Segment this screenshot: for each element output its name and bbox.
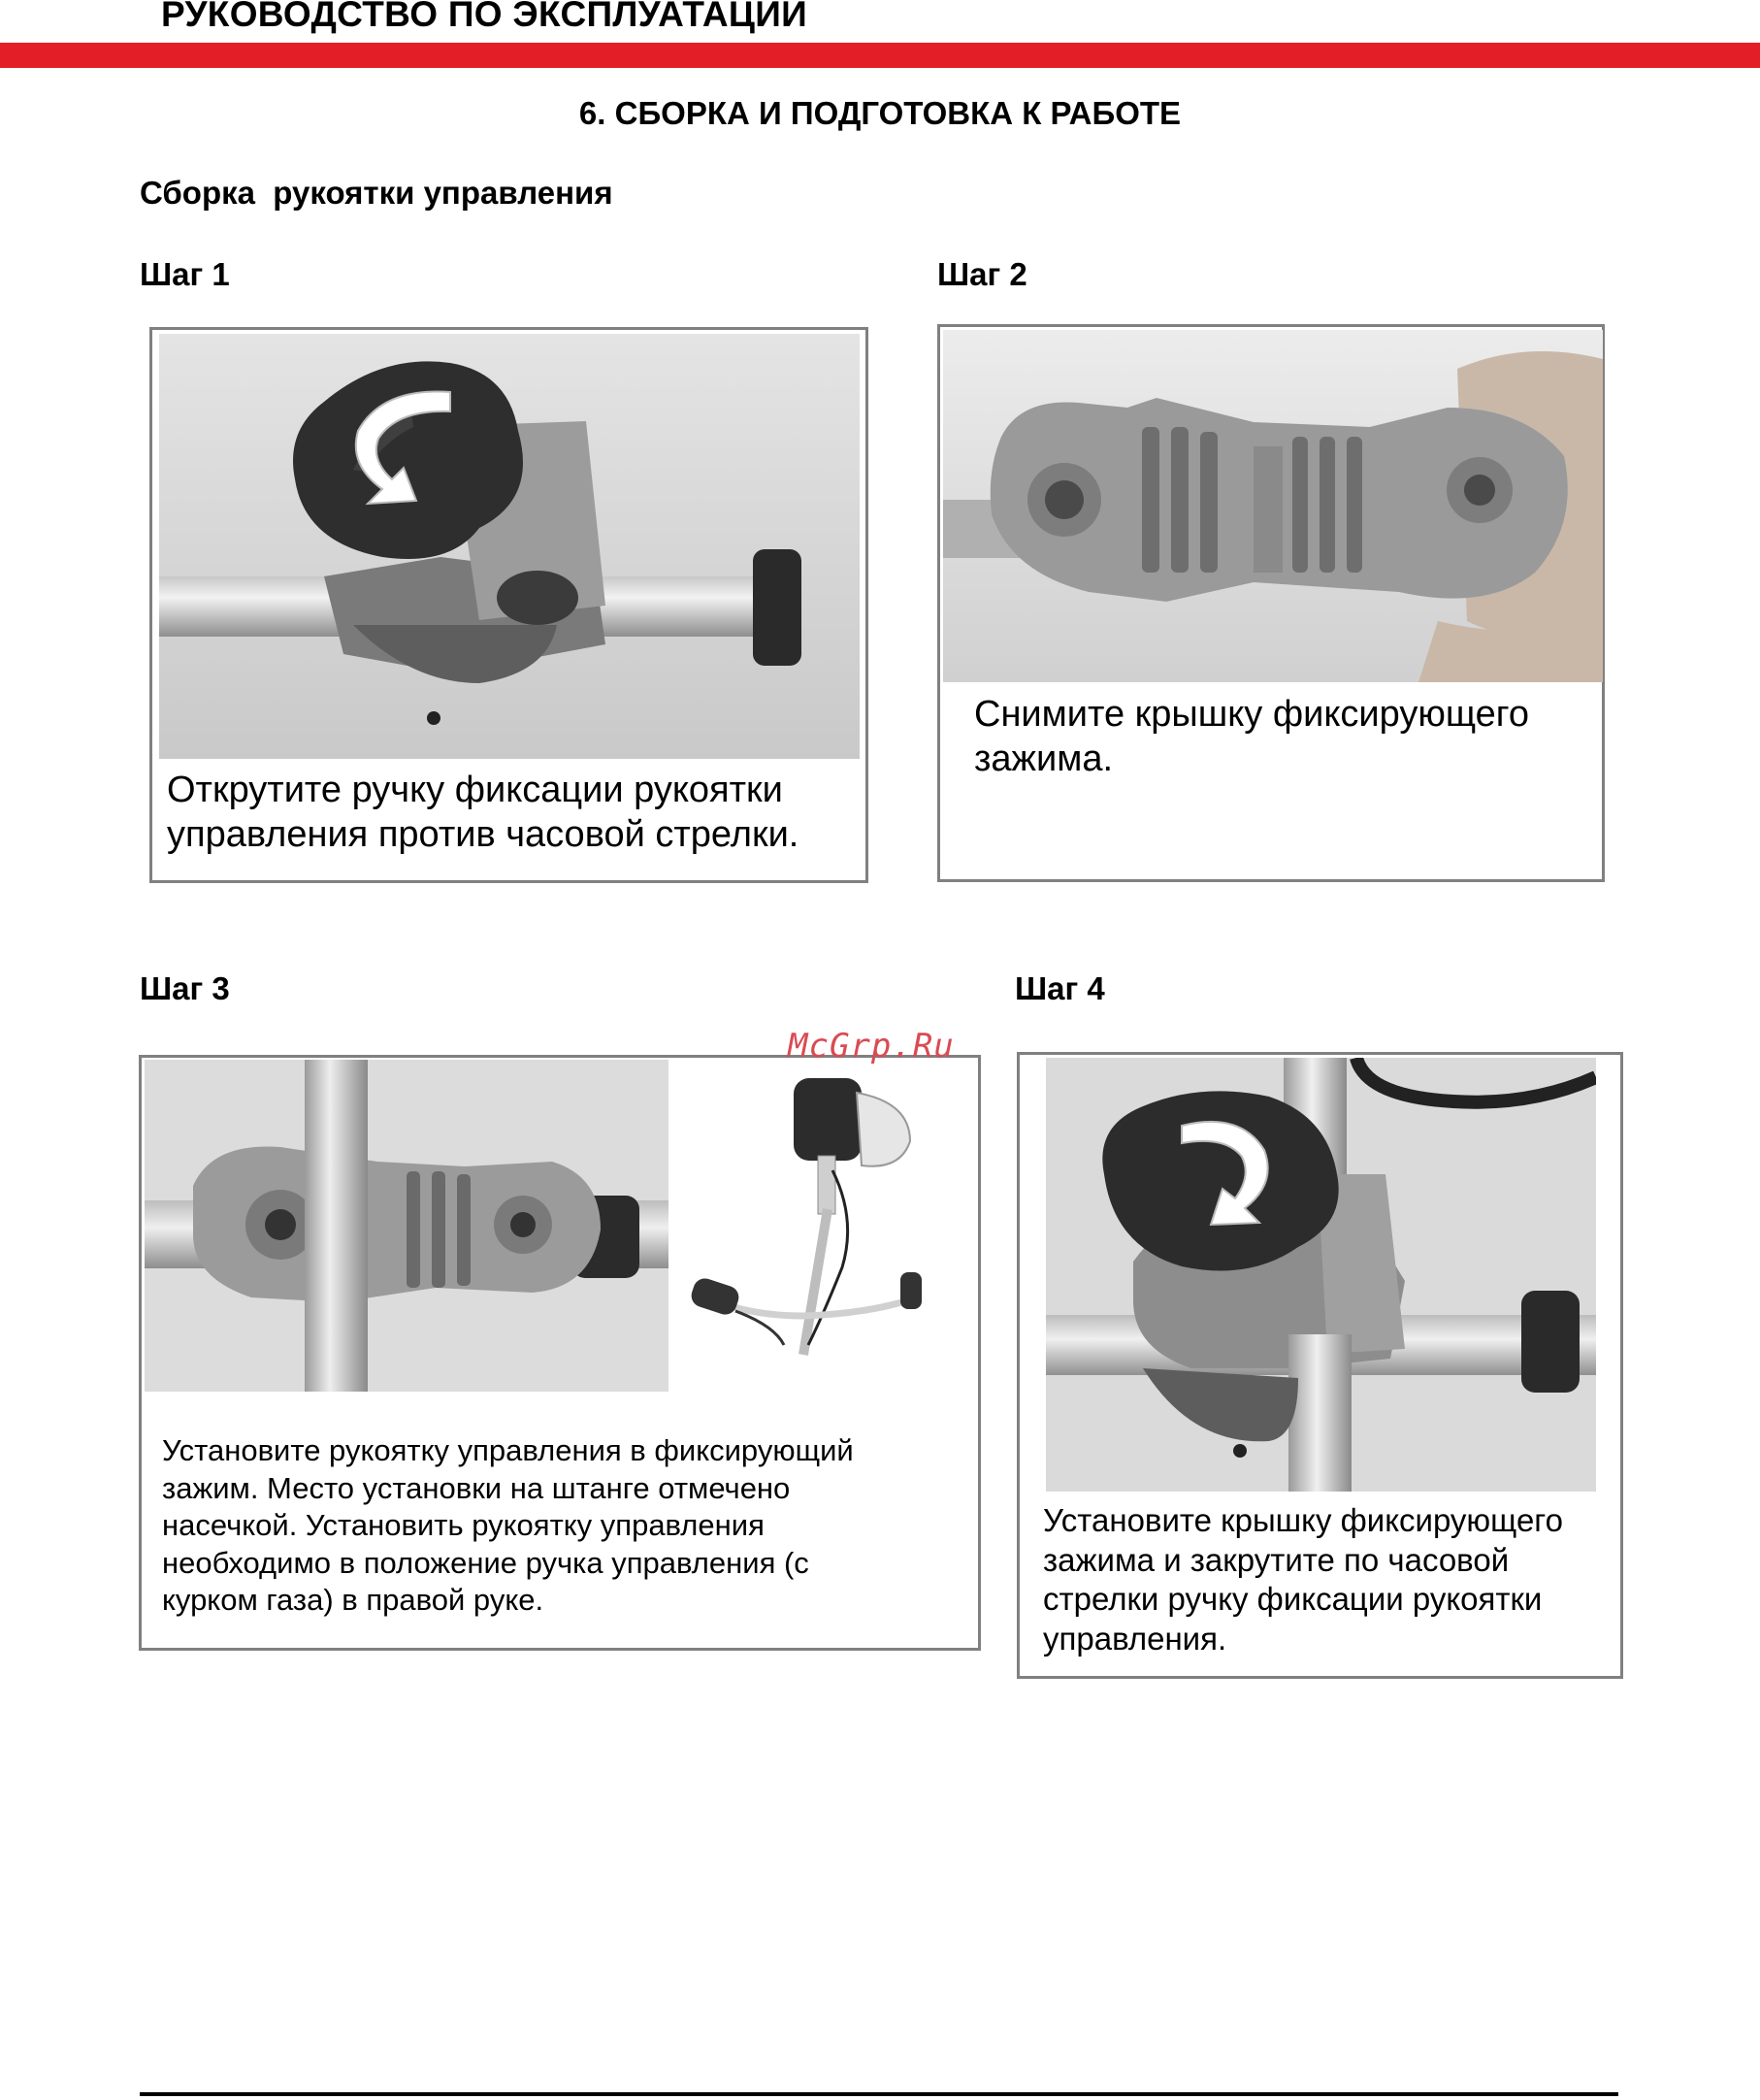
step-3-caption-line: курком газа) в правой руке.: [162, 1583, 544, 1617]
step-4-label: Шаг 4: [1015, 970, 1105, 1006]
header-red-bar: [0, 43, 1760, 68]
step-4-caption-line: зажима и закрутите по часовой: [1043, 1541, 1510, 1578]
step-2-label: Шаг 2: [937, 256, 1027, 292]
step-4-caption-line: Установите крышку фиксирующего: [1043, 1502, 1563, 1538]
step-4-photo: [1046, 1058, 1596, 1492]
step-4-caption-line: управления.: [1043, 1620, 1227, 1657]
step-2-caption-line: зажима.: [974, 738, 1114, 779]
section-title-text: 6. СБОРКА И ПОДГОТОВКА К РАБОТЕ: [578, 95, 1182, 131]
step-4-caption: [1043, 1501, 1621, 1658]
step-3-caption-line: зажим. Место установки на штанге отмечено: [162, 1470, 791, 1505]
step-2-caption: [974, 692, 1595, 781]
step-4-box: [1017, 1052, 1623, 1679]
watermark: McGrp.Ru: [788, 1027, 955, 1066]
step-2-photo: [943, 330, 1603, 682]
step-3-caption-line: насечкой. Установить рукоятку управления: [162, 1508, 765, 1542]
step-2-caption-line: Снимите крышку фиксирующего: [974, 694, 1529, 735]
section-title: [0, 95, 1760, 132]
step-1-caption: [167, 768, 861, 857]
step-3-box: [139, 1055, 981, 1651]
step-3-caption: [162, 1432, 977, 1620]
step-3-label: Шаг 3: [140, 970, 230, 1006]
header-title: РУКОВОДСТВО ПО ЭКСПЛУАТАЦИИ: [161, 0, 808, 34]
step-2-box: [937, 324, 1605, 882]
subsection-title: Сборка рукоятки управления: [140, 175, 613, 211]
step-1-label: Шаг 1: [140, 256, 230, 292]
step-3-photo-right: [677, 1064, 976, 1394]
step-3-caption-line: Установите рукоятку управления в фиксирующий: [162, 1433, 854, 1467]
step-1-box: [149, 327, 868, 883]
step-3-photo-left: [145, 1060, 668, 1392]
step-4-caption-line: стрелки ручку фиксации рукоятки: [1043, 1581, 1543, 1617]
step-1-caption-line: Открутите ручку фиксации рукоятки: [167, 770, 783, 810]
step-3-caption-line: необходимо в положение ручка управления (с: [162, 1545, 809, 1580]
footer-rule: [140, 2092, 1618, 2096]
step-1-photo: [159, 334, 860, 759]
step-1-caption-line: управления против часовой стрелки.: [167, 814, 799, 855]
